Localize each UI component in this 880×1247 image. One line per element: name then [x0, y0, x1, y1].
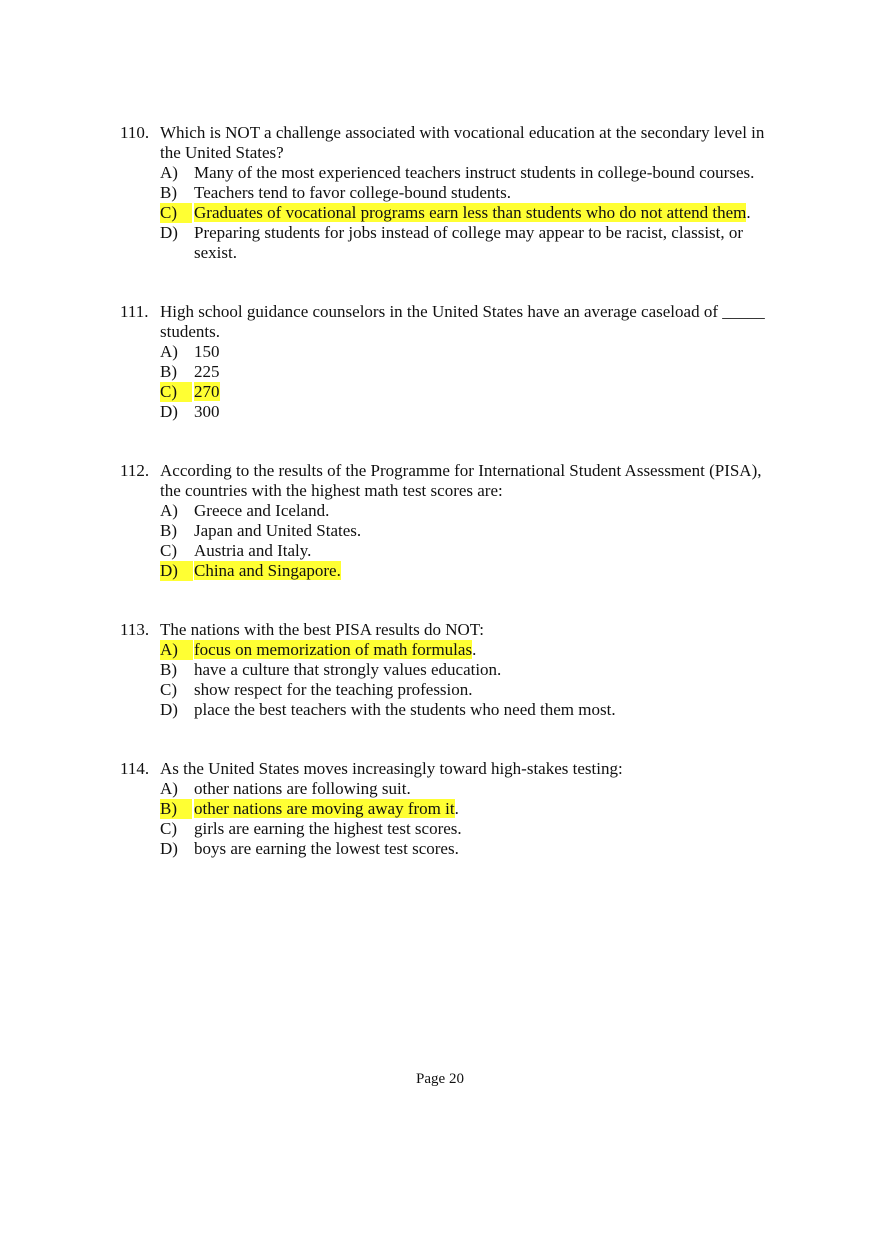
- option-d-answer: [120, 561, 780, 581]
- option-text: 300: [194, 402, 220, 421]
- option-text: 225: [194, 362, 220, 381]
- question-text: According to the results of the Programme for International Student Assessment (PISA), the countries with the highest math test scores are:: [160, 461, 762, 500]
- option-text: place the best teachers with the students who need them most.: [194, 700, 616, 719]
- option-b: [120, 660, 780, 680]
- option-text-highlighted: focus on memorization of math formulas: [194, 640, 473, 659]
- option-letter: D): [160, 700, 178, 719]
- option-text: have a culture that strongly values education.: [194, 660, 502, 679]
- option-suffix: .: [746, 203, 751, 222]
- option-list: [120, 640, 780, 720]
- option-text: show respect for the teaching profession.: [194, 680, 473, 699]
- option-d: [120, 839, 780, 859]
- option-letter: B): [160, 521, 177, 540]
- question-stem: [120, 302, 780, 342]
- option-d: [120, 700, 780, 720]
- option-c: [120, 819, 780, 839]
- option-a-answer: [120, 640, 780, 660]
- question-number: 110.: [120, 123, 150, 142]
- option-list: [120, 342, 780, 422]
- option-text: boys are earning the lowest test scores.: [194, 839, 459, 858]
- question-text: As the United States moves increasingly toward high-stakes testing:: [160, 759, 623, 778]
- option-text: Preparing students for jobs instead of college may appear to be racist, classist, or sexist.: [194, 223, 744, 262]
- option-b: [120, 362, 780, 382]
- option-text: Teachers tend to favor college-bound students.: [194, 183, 511, 202]
- option-letter: C): [160, 541, 177, 560]
- option-letter: A): [160, 779, 178, 798]
- question-text: Which is NOT a challenge associated with vocational education at the secondary level in the United States?: [160, 123, 765, 162]
- option-text: Greece and Iceland.: [194, 501, 330, 520]
- option-letter: A): [160, 640, 193, 660]
- question-number: 113.: [120, 620, 150, 639]
- question-text: The nations with the best PISA results do NOT:: [160, 620, 485, 639]
- question-stem: [120, 123, 780, 163]
- page-number: Page 20: [416, 1071, 464, 1087]
- option-letter: B): [160, 183, 177, 202]
- option-text: girls are earning the highest test scores.: [194, 819, 462, 838]
- option-text-highlighted: Graduates of vocational programs earn less than students who do not attend them: [194, 203, 747, 222]
- question-114: [120, 759, 780, 859]
- option-letter: D): [160, 223, 178, 242]
- question-number: 112.: [120, 461, 150, 480]
- question-111: [120, 302, 780, 422]
- option-letter: D): [160, 402, 178, 421]
- option-letter: C): [160, 819, 177, 838]
- option-d: [120, 402, 780, 422]
- option-list: [120, 163, 780, 263]
- question-stem: [120, 620, 780, 640]
- option-b: [120, 183, 780, 203]
- option-suffix: .: [472, 640, 477, 659]
- option-c: [120, 680, 780, 700]
- option-letter: B): [160, 362, 177, 381]
- question-text: High school guidance counselors in the United States have an average caseload of _____ students.: [160, 302, 765, 341]
- option-c: [120, 541, 780, 561]
- option-letter: B): [160, 799, 192, 819]
- option-a: [120, 501, 780, 521]
- option-suffix: .: [454, 799, 459, 818]
- option-text: Many of the most experienced teachers instruct students in college-bound courses.: [194, 163, 755, 182]
- option-letter: C): [160, 680, 177, 699]
- option-text: Austria and Italy.: [194, 541, 312, 560]
- option-b: [120, 521, 780, 541]
- question-stem: [120, 461, 780, 501]
- option-text-highlighted: other nations are moving away from it: [194, 799, 455, 818]
- option-a: [120, 779, 780, 799]
- option-text: other nations are following suit.: [194, 779, 411, 798]
- option-letter: A): [160, 163, 178, 182]
- question-stem: [120, 759, 780, 779]
- option-c-answer: [120, 382, 780, 402]
- option-d: [120, 223, 780, 263]
- question-number: 114.: [120, 759, 150, 778]
- option-a: [120, 163, 780, 183]
- option-letter: A): [160, 501, 178, 520]
- question-112: [120, 461, 780, 581]
- option-text: Japan and United States.: [194, 521, 362, 540]
- option-c-answer: [120, 203, 780, 223]
- question-110: [120, 123, 780, 263]
- option-text: 150: [194, 342, 220, 361]
- option-letter: C): [160, 203, 192, 223]
- option-letter: B): [160, 660, 177, 679]
- option-letter: A): [160, 342, 178, 361]
- option-letter: C): [160, 382, 192, 402]
- option-list: [120, 501, 780, 581]
- option-letter: D): [160, 561, 193, 581]
- option-letter: D): [160, 839, 178, 858]
- option-a: [120, 342, 780, 362]
- option-list: [120, 779, 780, 859]
- option-text-highlighted: China and Singapore.: [194, 561, 341, 580]
- option-text-highlighted: 270: [194, 382, 220, 401]
- option-b-answer: [120, 799, 780, 819]
- question-number: 111.: [120, 302, 149, 321]
- question-113: [120, 620, 780, 720]
